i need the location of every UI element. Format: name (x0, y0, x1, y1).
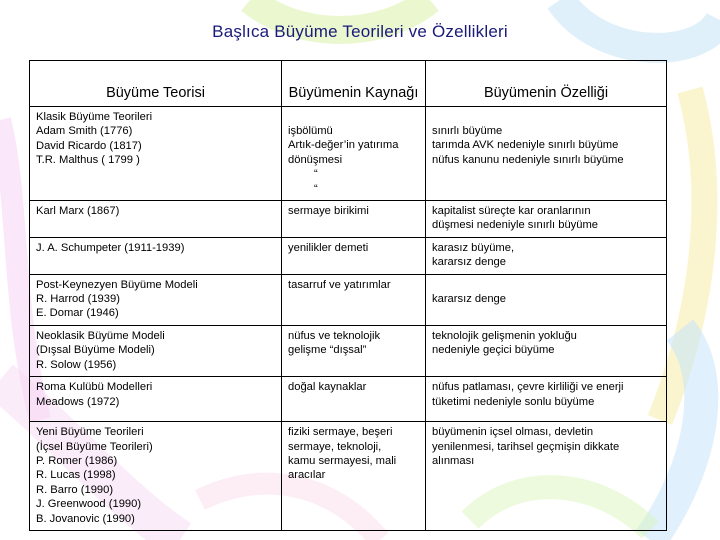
source-cell (282, 422, 426, 531)
header-theory: Büyüme Teorisi (30, 61, 282, 107)
theory-line: Roma Kulübü Modelleri (36, 381, 153, 394)
source-line: aracılar (288, 469, 326, 482)
theory-line: Meadows (1972) (36, 395, 120, 408)
feature-cell (426, 325, 667, 376)
source-cell (282, 201, 426, 238)
feature-line: kapitalist süreçte kar oranlarının (432, 205, 591, 218)
feature-line: kararsız denge (432, 292, 507, 305)
feature-line: nedeniyle geçici büyüme (432, 344, 555, 357)
source-line: fiziki sermaye, beşeri (288, 426, 393, 439)
table-row (30, 325, 667, 376)
theory-line: (Dışsal Büyüme Modeli) (36, 344, 155, 357)
theory-line: E. Domar (1946) (36, 307, 119, 320)
feature-cell (426, 377, 667, 422)
theory-line: R. Lucas (1998) (36, 469, 116, 482)
feature-cell (426, 107, 667, 201)
ditto-mark: “ (314, 182, 318, 195)
feature-line: tüketimi nedeniyle sonlu büyüme (432, 395, 595, 408)
theory-line: R. Solow (1956) (36, 358, 117, 371)
feature-line: düşmesi nedeniyle sınırlı büyüme (432, 219, 599, 232)
theory-line: P. Romer (1986) (36, 454, 118, 467)
theory-cell (30, 377, 282, 422)
table-row (30, 422, 667, 531)
theory-line: B. Jovanovic (1990) (36, 512, 135, 525)
theory-line: R. Barro (1990) (36, 483, 114, 496)
feature-line: sınırlı büyüme (432, 125, 503, 137)
source-line: kamu sermayesi, mali (288, 454, 397, 467)
source-cell (282, 237, 426, 274)
table-row (30, 107, 667, 201)
theory-line: Neoklasik Büyüme Modeli (36, 329, 165, 342)
source-line: yenilikler demeti (288, 241, 369, 254)
header-source: Büyümenin Kaynağı (282, 61, 426, 107)
theory-line: Karl Marx (1867) (36, 205, 120, 218)
theory-line: T.R. Malthus ( 1799 ) (36, 154, 140, 167)
table-row (30, 201, 667, 238)
source-line: doğal kaynaklar (288, 381, 367, 394)
source-line: işbölümü (288, 125, 333, 137)
source-line: sermaye, teknoloji, (288, 440, 382, 453)
source-line: nüfus ve teknolojik (288, 329, 381, 342)
theory-cell (30, 274, 282, 325)
source-line: gelişme “dışsal” (288, 344, 367, 357)
theory-cell (30, 422, 282, 531)
growth-theories-table (29, 60, 667, 531)
theory-line: Yeni Büyüme Teorileri (36, 426, 144, 439)
theory-cell (30, 201, 282, 238)
theory-line: R. Harrod (1939) (36, 293, 120, 306)
feature-line: alınması (432, 454, 475, 467)
feature-cell (426, 422, 667, 531)
feature-line: nüfus patlaması, çevre kirliliği ve enerji (432, 381, 624, 394)
feature-line: büyümenin içsel olması, devletin (432, 426, 594, 439)
theory-cell (30, 237, 282, 274)
theory-line: Adam Smith (1776) (36, 125, 133, 138)
ditto-mark: “ (314, 168, 318, 181)
table-header-row (30, 61, 667, 107)
theory-line: J. Greenwood (1990) (36, 498, 142, 511)
theory-line: David Ricardo (1817) (36, 139, 142, 152)
feature-cell (426, 201, 667, 238)
feature-line: yenilenmesi, tarihsel geçmişin dikkate (432, 440, 620, 453)
theory-cell (30, 107, 282, 201)
table-row (30, 237, 667, 274)
header-feature: Büyümenin Özelliği (426, 61, 667, 107)
feature-line: nüfus kanunu nedeniyle sınırlı büyüme (432, 153, 624, 166)
theory-line: Post-Keynezyen Büyüme Modeli (36, 278, 198, 291)
source-cell (282, 325, 426, 376)
source-line: tasarruf ve yatırımlar (288, 278, 391, 291)
feature-line: karasız büyüme, (432, 241, 515, 254)
page-title: Başlıca Büyüme Teorileri ve Özellikleri (212, 22, 508, 41)
feature-cell (426, 237, 667, 274)
theory-line: J. A. Schumpeter (1911-1939) (36, 241, 185, 254)
theory-line: (İçsel Büyüme Teorileri) (36, 440, 153, 453)
theory-line: Klasik Büyüme Teorileri (36, 111, 153, 123)
table-row (30, 274, 667, 325)
source-cell (282, 377, 426, 422)
source-line: dönüşmesi (288, 153, 343, 166)
source-cell (282, 107, 426, 201)
feature-cell (426, 274, 667, 325)
feature-line: teknolojik gelişmenin yokluğu (432, 329, 577, 342)
feature-line: kararsız denge (432, 256, 507, 269)
theory-cell (30, 325, 282, 376)
source-line: sermaye birikimi (288, 205, 369, 218)
source-cell (282, 274, 426, 325)
feature-line: tarımda AVK nedeniyle sınırlı büyüme (432, 139, 619, 152)
source-line: Artık-değer’in yatırıma (288, 139, 399, 152)
table-row (30, 377, 667, 422)
